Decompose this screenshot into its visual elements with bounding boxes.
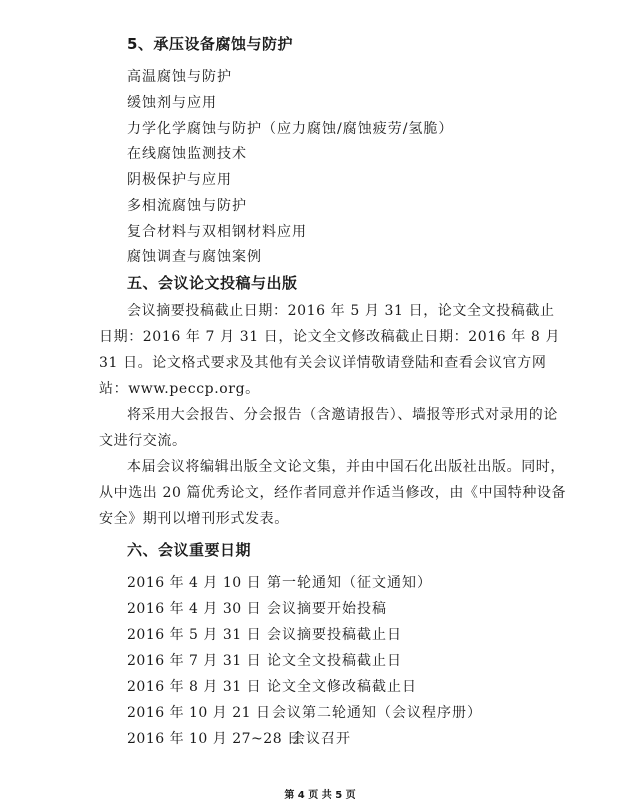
date-value: 2016 年 4 月 30 日 bbox=[127, 601, 262, 617]
section-heading-5: 5、承压设备腐蚀与防护 bbox=[127, 35, 293, 53]
paragraph-presentation: 将采用大会报告、分会报告（含邀请报告）、墙报等形式对录用的论文进行交流。 bbox=[99, 407, 558, 449]
paragraph-deadlines: 会议摘要投稿截止日期：2016 年 5 月 31 日，论文全文投稿截止日期：2016 年 7 月 31 日，论文全文修改稿截止日期：2016 年 8 月 31 日。论文格式要求及其他有关会议详情敬请登陆和查看会议官方网站：www.peccp.org。 bbox=[99, 303, 561, 397]
date-row bbox=[127, 624, 402, 644]
date-event: 会议摘要投稿截止日 bbox=[267, 627, 402, 643]
list-item: 力学化学腐蚀与防护（应力腐蚀/腐蚀疲劳/氢脆） bbox=[127, 121, 454, 137]
list-item: 缓蚀剂与应用 bbox=[127, 95, 217, 111]
date-event: 论文全文修改稿截止日 bbox=[267, 679, 417, 695]
section-heading-six: 六、会议重要日期 bbox=[127, 541, 252, 559]
date-value: 2016 年 4 月 10 日 bbox=[127, 575, 262, 591]
date-row bbox=[127, 676, 417, 696]
date-row bbox=[127, 572, 432, 592]
date-event: 会议摘要开始投稿 bbox=[267, 601, 387, 617]
list-item: 腐蚀调查与腐蚀案例 bbox=[127, 249, 262, 265]
date-value: 2016 年 8 月 31 日 bbox=[127, 679, 262, 695]
date-event: 论文全文投稿截止日 bbox=[267, 653, 402, 669]
list-item: 在线腐蚀监测技术 bbox=[127, 146, 247, 162]
date-event: 会议第二轮通知（会议程序册） bbox=[272, 705, 482, 721]
paragraph-publication: 本届会议将编辑出版全文论文集，并由中国石化出版社出版。同时，从中选出 20 篇优秀论文，经作者同意并作适当修改，由《中国特种设备安全》期刊以增刊形式发表。 bbox=[99, 459, 567, 527]
date-event: 第一轮通知（征文通知） bbox=[267, 575, 432, 591]
date-value: 2016 年 5 月 31 日 bbox=[127, 627, 262, 643]
date-row bbox=[127, 728, 351, 748]
list-item: 阴极保护与应用 bbox=[127, 172, 232, 188]
date-row bbox=[127, 650, 402, 670]
date-event: 会议召开 bbox=[291, 731, 351, 747]
date-row bbox=[127, 598, 387, 618]
section-heading-five: 五、会议论文投稿与出版 bbox=[127, 274, 298, 292]
list-item: 高温腐蚀与防护 bbox=[127, 69, 232, 85]
date-value: 2016 年 10 月 27~28 日 bbox=[127, 731, 302, 747]
date-value: 2016 年 7 月 31 日 bbox=[127, 653, 262, 669]
date-value: 2016 年 10 月 21 日 bbox=[127, 705, 271, 721]
list-item: 复合材料与双相钢材料应用 bbox=[127, 224, 307, 240]
list-item: 多相流腐蚀与防护 bbox=[127, 198, 247, 214]
page-number-footer: 第 4 页 共 5 页 bbox=[284, 790, 356, 801]
date-row bbox=[127, 702, 482, 722]
